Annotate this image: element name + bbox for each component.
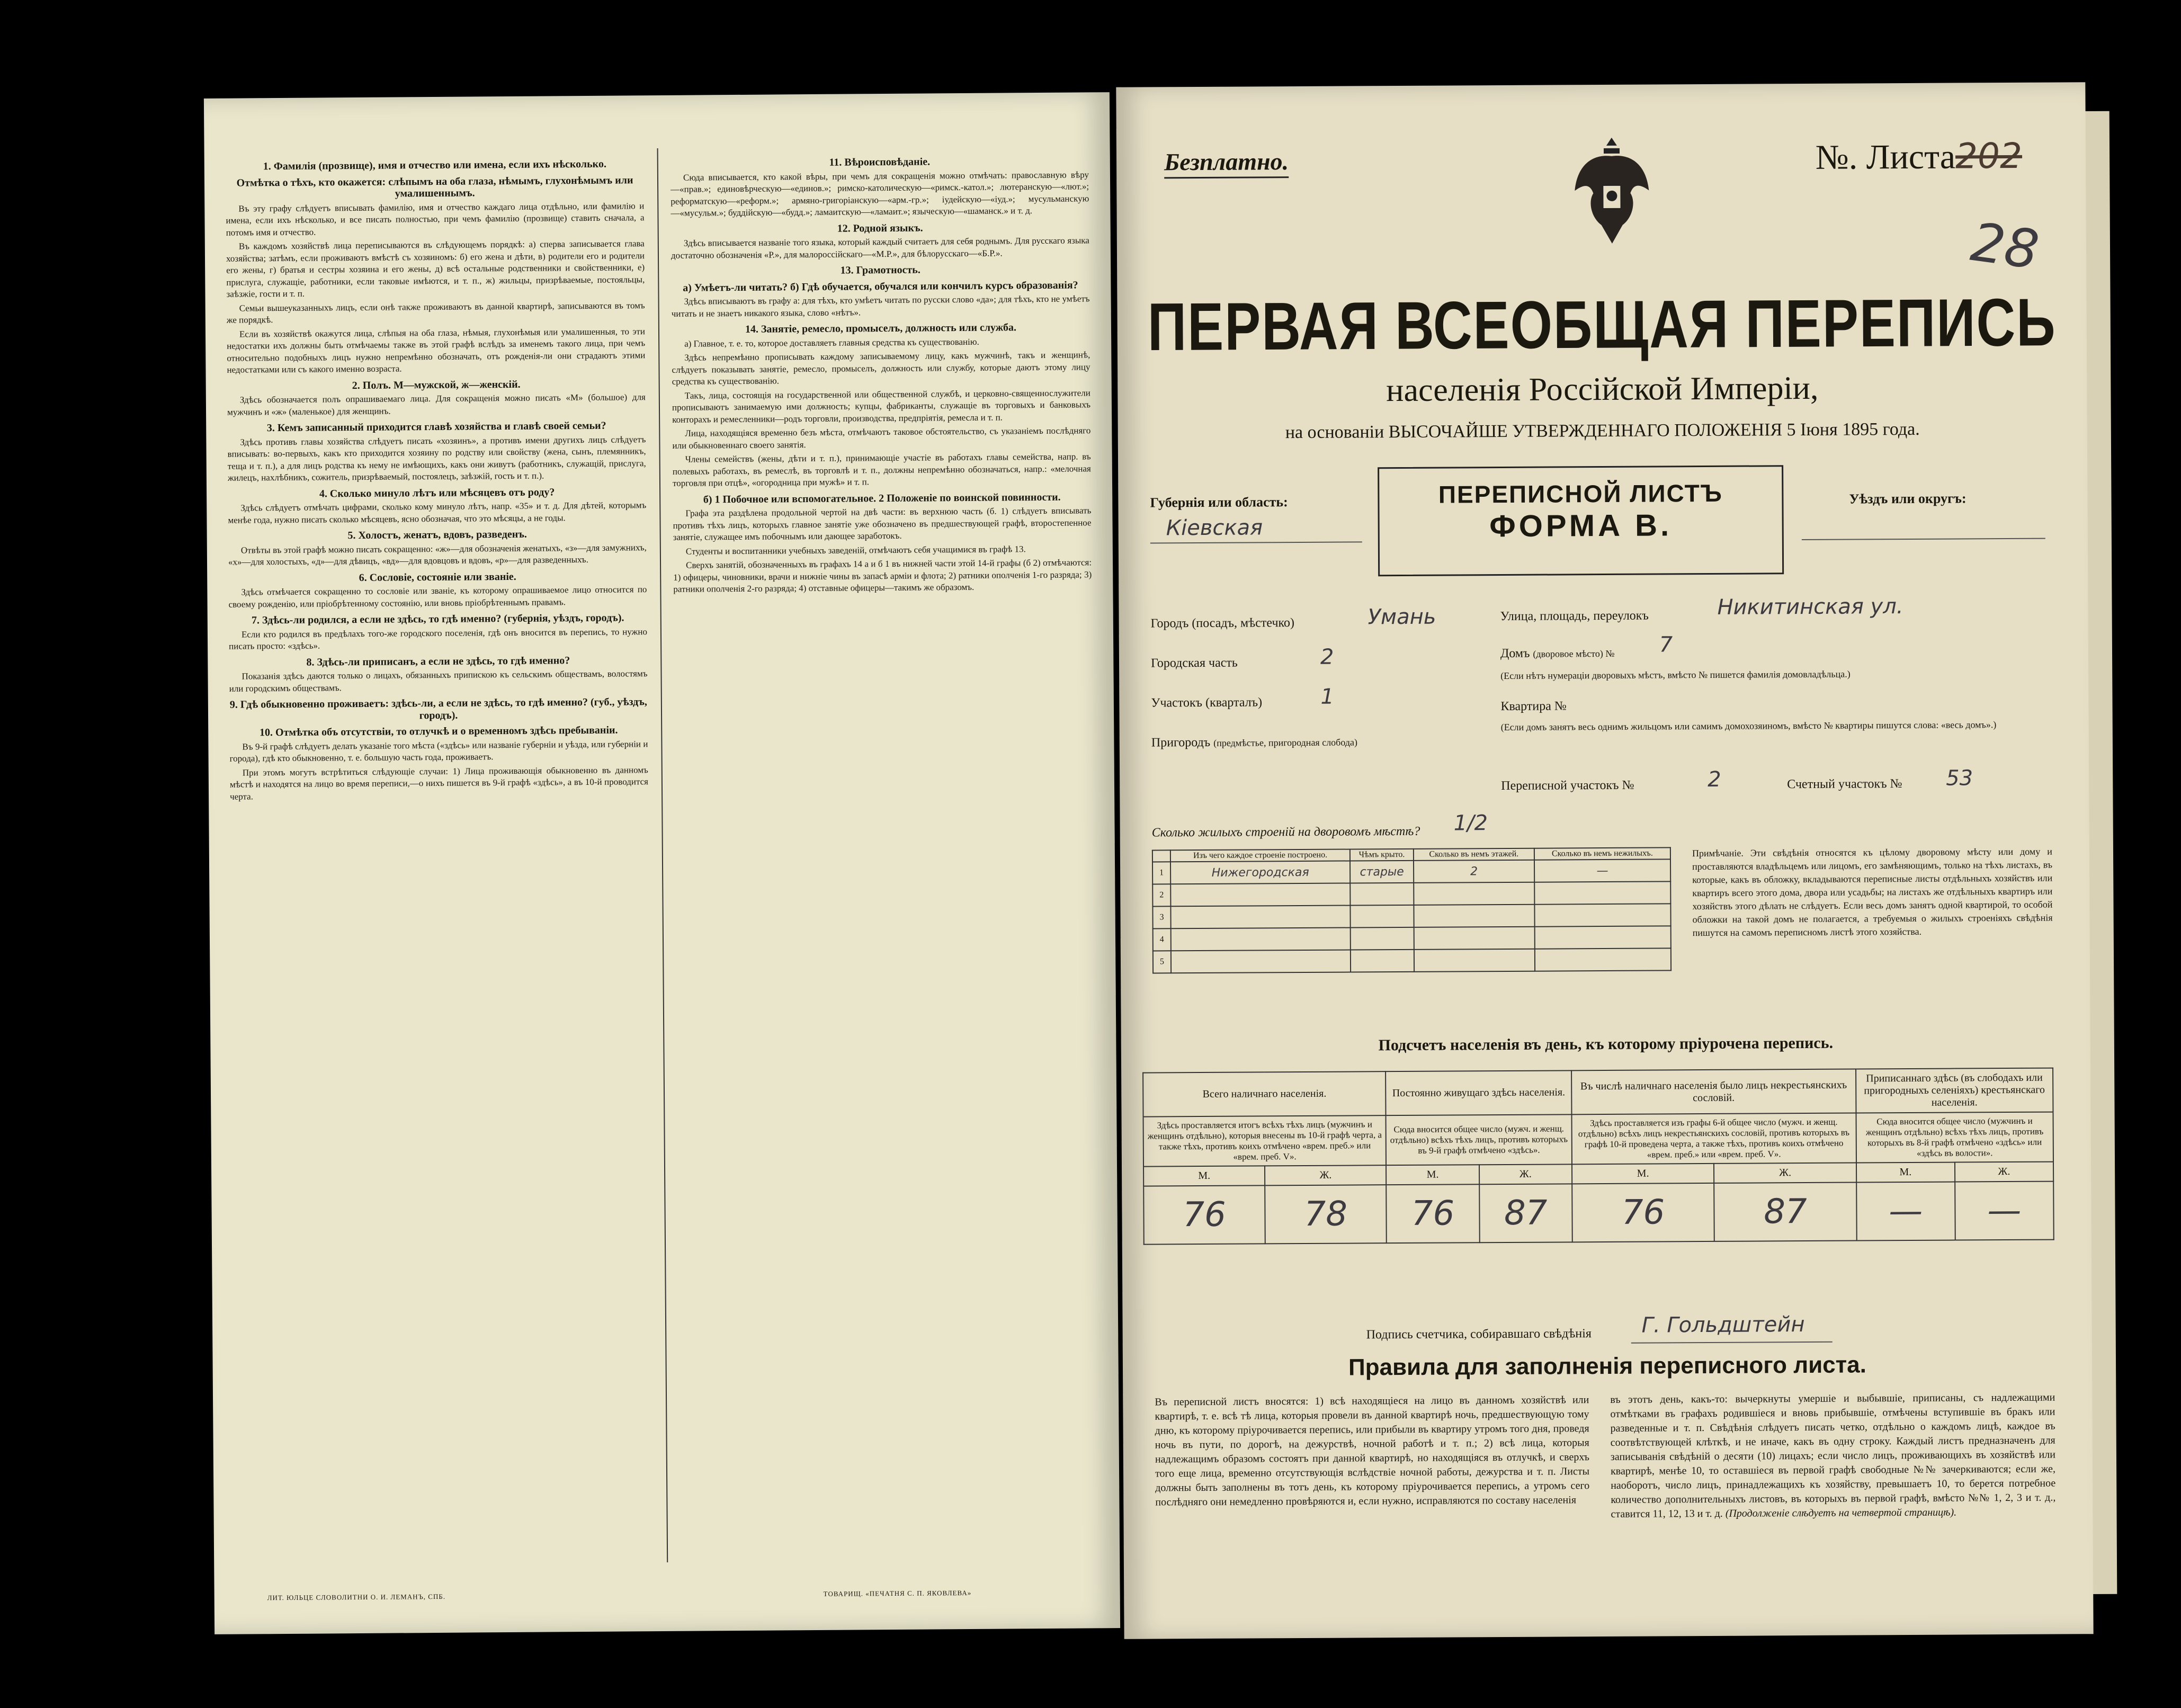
buildings-cell-nonres: — [1534, 859, 1670, 882]
census-title: ПЕРВАЯ ВСЕОБЩАЯ ПЕРЕПИСЬ [1147, 284, 2057, 365]
buildings-cell-roof [1351, 927, 1414, 950]
instructions-page [204, 92, 1120, 1634]
province-label: Губернія или область: [1150, 494, 1288, 511]
sheet-number [1816, 136, 2023, 178]
instruction-paragraph: Если кто родился въ предѣлахъ того-же городского поселенія, гдѣ онъ вносится въ перепись, то нужно писать просто: «здѣсь». [229, 626, 648, 651]
instruction-paragraph: Здѣсь слѣдуетъ отмѣчать цифрами, сколько кому минуло лѣтъ, напр. «35» и т. д. Для дѣтей, которымъ менѣе года, нужно писать сколько мѣсяцевъ, ясно обозначая, что это мѣсяцы, а не годы. [228, 500, 647, 525]
buildings-cell-n: 1 [1152, 862, 1170, 884]
remark-note: Примѣчаніе. Эти свѣдѣнія относятся къ цѣлому дворовому мѣсту или дому и проставляются владѣльцемъ или лицомъ, его замѣняющимъ, только на тѣхъ листахъ, въ которые, какъ въ обложку, вкладываются переписные листы отдѣльныхъ хозяйствъ или квартиръ всего этого дома, двора или усадьбы; на листахъ же отдѣльныхъ квартиръ или хозяйствъ этого дѣлать не слѣдуетъ. Если весь домъ занятъ одной квартирой, то особой обложки на такой домъ не полагается, а требуемыя о жилыхъ строеніяхъ свѣдѣнія пишутся на самомъ переписномъ листѣ этого хозяйства. [1692, 846, 2053, 938]
street-label: Улица, площадь, переулокъ [1500, 609, 1649, 624]
suburb-label-text: Пригородъ [1151, 735, 1211, 750]
sex-female-label: Ж. [1714, 1163, 1856, 1183]
count-header-present: Всего наличнаго населенія. [1143, 1071, 1386, 1116]
buildings-cell-n: 2 [1152, 884, 1170, 906]
instruction-heading: 13. Грамотность. [840, 264, 920, 276]
rules-text-left: Въ переписной листъ вносятся: 1) всѣ находящіеся на лицо въ данномъ хозяйствѣ или квартирѣ, т. е. всѣ тѣ лица, которыя провели въ данной квартирѣ ночь, предшествующую тому дню, къ которому пріурочивается перепись, или прибыли въ квартиру утромъ того дня, проведя ночь въ пути, по дорогѣ, на дежурствѣ, ночной работѣ и т. п.; 2) всѣ лица, которыя надлежащимъ образомъ состоятъ при данной квартирѣ, но находящіяся въ отлучкѣ, и сверхъ того еще лица, временно отсутствующія вслѣдствіе ночной работы, дежурства и т. п. Листы должны быть заполнены въ тотъ день, къ которому пріурочивается перепись, а утромъ сего послѣдняго они немедленно провѣряются и, если нужно, исправляются по составу населенія [1155, 1394, 1590, 1508]
buildings-header-roof: Чѣмъ крыто. [1350, 849, 1414, 861]
instruction-paragraph: Здѣсь противъ главы хозяйства слѣдуетъ писать «хозяинъ», а противъ имени другихъ лицъ слѣдуетъ вписывать: во-первыхъ, какъ кто приходится хозяину по родству или свойству (жена, сынъ, племянникъ, теща и т. п.), а для лицъ родства къ нему не имѣющихъ, какъ они живутъ (работникъ, служащій, прислуга, жилецъ, нахлѣбникъ, сожитель, призрѣваемый, постоялецъ, заѣзжій, гость и т. п.). [227, 434, 646, 483]
printer-imprint-left: ЛИТ. ЮЛЬЦЕ СЛОВОЛИТНИ О. И. ЛЕМАНЪ, СПБ. [267, 1592, 446, 1602]
form-title-box [1378, 465, 1784, 576]
instruction-heading: 11. Вѣроисповѣданіе. [829, 156, 931, 168]
province-line [1150, 541, 1362, 543]
instruction-paragraph: Здѣсь вписывается названіе того языка, который каждый считаетъ для себя роднымъ. Для русскаго языка достаточно обозначенія «Р.», для малороссійскаго—«М.Р.», для бѣлорусскаго—«Б.Р.». [671, 235, 1089, 261]
instruction-paragraph: Сверхъ занятій, обозначенныхъ въ графахъ 14 а и б 1 въ нижней части этой 14-й графы (б 2) отмѣчаются: 1) офицеры, чиновники, врачи и нижніе чины въ запасѣ арміи и флота; 2) ратники ополченія 1-го разряда; 3) ратники ополченія 2-го разряда; 4) отставные офицеры—такимъ же образомъ. [673, 557, 1092, 594]
buildings-cell-material: Нижегородская [1170, 861, 1350, 884]
buildings-cell-nonres [1535, 948, 1671, 971]
city-part-label: Городская часть [1150, 656, 1238, 670]
buildings-header-nonres: Сколько въ немъ нежилыхъ. [1534, 847, 1670, 860]
count-value: 76 [1387, 1184, 1480, 1243]
count-value: — [1856, 1182, 1955, 1241]
sex-male-label: М. [1856, 1162, 1955, 1183]
sex-male-label: М. [1143, 1166, 1265, 1186]
precinct-label: Участокъ (кварталъ) [1151, 695, 1263, 710]
handwritten-corner-number: 28 [1967, 211, 2043, 282]
census-precinct-label: Переписной участокъ № [1501, 778, 1634, 793]
sex-male-label: М. [1572, 1164, 1714, 1184]
rules-title: Правила для заполненія переписного листа. [1348, 1352, 1867, 1381]
count-note-nonpeasant: Здѣсь проставляется изъ графы 6-й общее число (мужч. и женщ. отдѣльно) всѣхъ лицъ некрестьянскихъ сословій, противъ которыхъ въ графѣ 10-й проведена черта, а также тѣхъ, противъ коихъ отмѣчено «врем. преб.» или «врем. преб. V». [1571, 1113, 1856, 1165]
instruction-paragraph: Здѣсь непремѣнно прописывать каждому записываемому лицу, какъ мужчинѣ, такъ и женщинѣ, слѣдуетъ показывать занятіе, ремесло, промыселъ, должность или службу, которые даютъ этому лицу средства къ существованію. [672, 350, 1090, 387]
instruction-heading: 3. Кемъ записанный приходится главѣ хозяйства и главѣ своей семьи? [266, 419, 606, 434]
instruction-heading: 9. Гдѣ обыкновенно проживаетъ: здѣсь-ли, а если не здѣсь, то гдѣ именно? (губ., уѣздъ, городъ). [229, 696, 647, 721]
buildings-cell-nonres [1534, 881, 1670, 904]
buildings-value: 1/2 [1453, 811, 1488, 836]
house-label [1500, 646, 1615, 661]
district-label: Уѣздъ или округъ: [1849, 490, 1967, 507]
census-precinct-value: 2 [1708, 767, 1721, 792]
count-value: 76 [1572, 1183, 1714, 1242]
buildings-cell-material [1171, 928, 1351, 951]
count-value: 87 [1479, 1184, 1572, 1242]
instruction-paragraph: Если въ хозяйствѣ окажутся лица, слѣпыя на оба глаза, нѣмыя, глухонѣмыя или умалишенныя, то эти недостатки ихъ должны быть отмѣчаемы также въ этой графѣ вслѣдъ за именемъ такого лица, при чемъ относительно подобныхъ лицъ нужно непремѣнно обозначать, отъ рожденія-ли они страдаютъ этими недостатками или съ какого именно возраста. [227, 326, 646, 375]
apartment-label: Квартира № [1500, 699, 1567, 714]
count-note-present: Здѣсь проставляется итогъ всѣхъ тѣхъ лицъ (мужчинъ и женщинъ отдѣльно), которыя внесены въ 10-й графѣ черта, а также тѣхъ, противъ коихъ отмѣчено «врем. преб.» или «врем. преб. V». [1143, 1115, 1387, 1166]
instruction-paragraph: При этомъ могутъ встрѣтиться слѣдующіе случаи: 1) Лица проживающія обыкновенно въ данномъ мѣстѣ и находятся на лицо во время переписи,—о нихъ пишется въ 9-й графѣ «здѣсь», а въ 10-й проводится черта. [229, 764, 648, 802]
instruction-paragraph: Въ каждомъ хозяйствѣ лица переписываются въ слѣдующемъ порядкѣ: а) сперва записывается глава хозяйства; затѣмъ, если проживаютъ вмѣстѣ съ хозяиномъ: б) его жена и дѣти, в) родители его и родители его жены, г) братья и сестры хозяина и его жены, д) всѣ остальные родственники и свойственники, е) прислуга, служащіе, работники, если таковые имѣются, и т. п., ж) жильцы, призрѣваемые, постояльцы, заѣзжіе, гости и т. п. [226, 238, 645, 299]
count-value: 87 [1714, 1183, 1856, 1241]
buildings-header-material: Изъ чего каждое строеніе построено. [1170, 849, 1350, 862]
instruction-paragraph: Такъ, лица, состоящія на государственной или общественной службѣ, и церковно-священнослужители прописываютъ занимаемую ими должность; купцы, фабриканты, служащіе въ торговыхъ и банковыхъ конторахъ и ремесленники—родъ торговли, производства, предпріятія, ремесла и т. п. [672, 387, 1091, 425]
count-value: 78 [1265, 1185, 1387, 1244]
instruction-paragraph: Студенты и воспитанники учебныхъ заведеній, отмѣчаютъ себя учащимися въ графѣ 13. [685, 543, 1026, 557]
population-count-table [1142, 1068, 2054, 1245]
instruction-heading: 4. Сколько минуло лѣтъ или мѣсяцевъ отъ роду? [319, 486, 555, 500]
count-section-title: Подсчетъ населенія въ день, къ которому пріурочена перепись. [1378, 1034, 1834, 1054]
printer-imprint-right: ТОВАРИЩ. «ПЕЧАТНЯ С. П. ЯКОВЛЕВА» [823, 1588, 972, 1598]
buildings-cell-n: 3 [1152, 906, 1170, 928]
count-header-peasant: Приписаннаго здѣсь (въ слободахъ или пригородныхъ селеніяхъ) крестьянскаго населенія. [1856, 1068, 2053, 1113]
count-note-permanent: Сюда вносится общее число (мужч. и женщ. отдѣльно) всѣхъ тѣхъ лицъ, противъ которыхъ въ 9-й графѣ отмѣчено «здѣсь». [1386, 1114, 1572, 1165]
buildings-cell-roof [1351, 905, 1414, 928]
table-row [1152, 881, 1670, 906]
sheet-number-label: №. Листа [1815, 137, 1956, 177]
buildings-cell-material [1171, 950, 1351, 973]
buildings-cell-floors [1414, 949, 1535, 972]
signature-label: Подпись счетчика, собиравшаго свѣдѣнія [1366, 1327, 1592, 1342]
signature-line [1631, 1342, 1833, 1344]
buildings-cell-material [1170, 883, 1350, 907]
buildings-cell-floors [1414, 882, 1534, 905]
instruction-paragraph: Показанія здѣсь даются только о лицахъ, обязанныхъ припискою къ сельскимъ обществамъ, волостямъ или городскимъ обществамъ. [229, 668, 648, 694]
buildings-table [1152, 847, 1671, 973]
buildings-cell-nonres [1534, 904, 1670, 926]
instruction-heading: 6. Сословіе, состояніе или званіе. [359, 570, 516, 584]
legal-basis: на основаніи ВЫСОЧАЙШЕ УТВЕРЖДЕННАГО ПОЛОЖЕНІЯ 5 Іюня 1895 года. [1285, 419, 1920, 443]
form-subtitle: ФОРМА В. [1489, 508, 1673, 544]
instruction-paragraph: Въ 9-й графѣ слѣдуетъ делать указаніе того мѣста («здѣсь» или названіе губерніи и уѣзда, или губерніи и города), гдѣ кто обыкновенно, т. е. большую часть года, проживаетъ. [229, 738, 648, 764]
count-header-nonpeasant: Въ числѣ наличнаго населенія было лицъ некрестьянскихъ сословій. [1571, 1069, 1856, 1115]
buildings-cell-floors [1414, 905, 1534, 927]
buildings-cell-material [1170, 906, 1350, 929]
buildings-cell-nonres [1535, 926, 1671, 949]
instruction-heading: б) 1 Побочное или вспомогательное. 2 Положеніе по воинской повинности. [703, 491, 1061, 505]
buildings-cell-roof [1350, 883, 1414, 906]
counter-precinct-value: 53 [1946, 766, 1973, 791]
table-row [1152, 859, 1670, 884]
instruction-paragraph: Отвѣты въ этой графѣ можно писать сокращенно: «ж»—для обозначенія женатыхъ, «з»—для замужнихъ, «х»—для холостыхъ, «д»—для дѣвицъ, «вд»—для вдовцовъ и вдовъ, «р»—для разведенныхъ. [228, 542, 647, 567]
house-hint: (Если нѣтъ нумераціи дворовыхъ мѣстъ, вмѣсто № пишется фамилія домовладѣльца.) [1500, 668, 1851, 682]
sex-female-label: Ж. [1265, 1165, 1386, 1185]
instructions-column-right [671, 150, 1092, 597]
buildings-cell-floors [1414, 927, 1535, 950]
count-header-permanent: Постоянно живущаго здѣсь населенія. [1386, 1070, 1571, 1115]
instruction-paragraph: а) Главное, т. е. то, которое доставляетъ главныя средства къ существованію. [684, 336, 979, 349]
suburb-note: (предмѣстье, пригородная слобода) [1213, 737, 1357, 748]
census-form-page [1116, 82, 2093, 1639]
city-label: Городъ (посадъ, мѣстечко) [1150, 616, 1294, 631]
city-value: Умань [1367, 604, 1436, 630]
house-note: (дворовое мѣсто) № [1533, 648, 1615, 659]
imperial-eagle-emblem [1572, 132, 1652, 255]
counter-precinct-label: Счетный участокъ № [1787, 777, 1902, 792]
instruction-heading: 1. Фамилія (прозвище), имя и отчество или имена, если ихъ нѣсколько. [263, 158, 606, 173]
house-label-text: Домъ [1500, 646, 1530, 661]
instruction-heading: 7. Здѣсь-ли родился, а если не здѣсь, то гдѣ именно? (губернія, уѣздъ, городъ). [251, 612, 624, 627]
province-value: Кіевская [1166, 515, 1263, 541]
instruction-heading: 10. Отмѣтка объ отсутствіи, то отлучкѣ и о временномъ здѣсь пребываніи. [259, 724, 618, 739]
precinct-value: 1 [1320, 684, 1334, 709]
buildings-cell-n: 5 [1153, 951, 1171, 973]
sex-male-label: М. [1386, 1165, 1479, 1185]
instruction-heading: Отмѣтка о тѣхъ, кто окажется: слѣпымъ на оба глаза, нѣмымъ, глухонѣмымъ или умалишеннымъ. [236, 174, 633, 200]
buildings-cell-floors: 2 [1414, 860, 1534, 883]
instruction-heading: 2. Полъ. М—мужской, ж—женскій. [352, 378, 521, 391]
instruction-paragraph: Въ эту графу слѣдуетъ вписывать фамилію, имя и отчество каждаго лица отдѣльно, или фамилію и имена, если ихъ нѣсколько, и все писать полностью, при чемъ фамилію (прозвище) ставить сначала, а потомъ имя и отчество. [226, 200, 645, 238]
sex-female-label: Ж. [1479, 1164, 1572, 1184]
instruction-heading: а) Умѣетъ-ли читать? б) Гдѣ обучается, обучался или кончилъ курсъ образованія? [683, 279, 1078, 294]
instructions-column-left [226, 154, 649, 804]
rules-text-right [1610, 1391, 2055, 1522]
instruction-paragraph: Здѣсь отмѣчается сокращенно то сословіе или званіе, къ которому опрашиваемое лицо относится по своему рожденію, или пріобрѣтенному состоянію, или вновь пріобрѣтеннымъ правамъ. [228, 584, 647, 610]
instruction-paragraph: Графа эта раздѣлена продольной чертой на двѣ части: въ верхнюю часть (б. 1) слѣдуетъ вписывать противъ тѣхъ лицъ, которыхъ главное занятіе уже обозначено въ предшествующей графѣ, второстепенное занятіе, служащее имъ побочнымъ или дающее заработокъ. [673, 505, 1092, 542]
table-row [1152, 904, 1670, 928]
sheet-number-value: 202 [1955, 135, 2023, 177]
district-line [1802, 538, 2045, 540]
rules-continue-note: (Продолженіе слѣдуетъ на четвертой страницѣ). [1725, 1506, 1957, 1519]
count-value: 76 [1143, 1185, 1265, 1244]
instruction-paragraph: Члены семействъ (жены, дѣти и т. п.), принимающіе участіе въ работахъ главы семейства, напр. въ полевыхъ работахъ, въ ремеслѣ, въ торговлѣ и т. п., должны непремѣнно обозначаться, напр.: «мелочная торговля при отцѣ», «огородница при мужѣ» и т. п. [672, 451, 1091, 488]
buildings-header-floors: Сколько въ немъ этажей. [1414, 848, 1534, 861]
free-label: Безплатно. [1164, 147, 1289, 178]
instruction-paragraph: Семьи вышеуказанныхъ лицъ, если онѣ также проживаютъ въ данной квартирѣ, записываются въ томъ же порядкѣ. [226, 300, 645, 325]
table-row [1153, 948, 1671, 973]
form-title: ПЕРЕПИСНОЙ ЛИСТЪ [1438, 479, 1723, 508]
street-value: Никитинская ул. [1717, 594, 1903, 620]
buildings-cell-roof: старые [1350, 861, 1414, 883]
instruction-paragraph: Здѣсь вписываютъ въ графу а: для тѣхъ, кто умѣетъ читать по русски слово «да»; для тѣхъ, кто не умѣетъ читать и не знаетъ никакого языка, слово «нѣтъ». [671, 293, 1090, 319]
instruction-heading: 14. Занятіе, ремесло, промыселъ, должность или служба. [745, 321, 1017, 335]
city-part-value: 2 [1320, 645, 1334, 669]
buildings-cell-n: 4 [1153, 928, 1171, 951]
census-subtitle: населенія Россійской Имперіи, [1386, 370, 1819, 409]
instruction-paragraph: Здѣсь обозначается полъ опрашиваемаго лица. Для сокращенія можно писать «М» (большое) для мужчинъ и «ж» (маленькое) для женщинъ. [227, 392, 646, 417]
apartment-hint: (Если домъ занятъ весь однимъ жильцомъ или самимъ домохозяиномъ, вмѣсто № квартиры пишутся слова: «весь домъ».) [1500, 719, 1997, 733]
count-note-peasant: Сюда вносится общее число (мужчинъ и женщинъ отдѣльно) всѣхъ тѣхъ лицъ, противъ которыхъ въ 8-й графѣ отмѣчено «здѣсь» или «здѣсь въ волости». [1856, 1112, 2053, 1163]
instruction-heading: 5. Холостъ, женатъ, вдовъ, разведенъ. [347, 528, 527, 542]
column-divider [657, 148, 668, 1562]
instruction-paragraph: Сюда вписывается, кто какой вѣры, при чемъ для сокращенія можно отмѣчать: православную вѣру—«прав.»; единовѣрческую—«единов.»; римско-католическую—«римск.-катол.»; лютеранскую—«лют.»; реформатскую—«реформ.»; армяно-григоріанскую—«арм.-гр.»; іудейскую—«іуд.»; мусульманскую—«мусульм.»; буддійскую—«будд.»; ламаитскую—«ламаит.»; языческую—«шаманск.» и т. д. [671, 169, 1089, 218]
house-value: 7 [1659, 632, 1673, 657]
buildings-cell-roof [1351, 950, 1414, 972]
table-row [1153, 926, 1671, 951]
sex-female-label: Ж. [1955, 1162, 2053, 1182]
instruction-heading: 12. Родной языкъ. [837, 222, 923, 235]
instruction-heading: 8. Здѣсь-ли приписанъ, а если не здѣсь, то гдѣ именно? [306, 654, 570, 668]
buildings-question: Сколько жилыхъ строеній на дворовомъ мѣстѣ? [1151, 824, 1420, 840]
rules-text-right-body: въ этотъ день, какъ-то: вычеркнуты умершіе и выбывшіе, приписаны, съ надлежащими отмѣтками въ графахъ родившіеся и вновь прибывшіе, отмѣчены вступившіе въ бракъ или разведенные и т. п. Свѣдѣнія слѣдуетъ писать четко, отдѣльно о каждомъ лицѣ, каждое въ соотвѣтствующей клѣткѣ, и не иначе, какъ въ одну строку. Каждый листъ предназначенъ для записыванія свѣдѣній о десяти (10) лицахъ; если число лицъ, проживающихъ въ хозяйствѣ или квартирѣ, менѣе 10, то оставшіеся въ первой графѣ свободные №№ зачеркиваются; если же, наоборотъ, число лицъ, принадлежащихъ къ хозяйству, превышаетъ 10, то берется потребное количество дополнительныхъ листовъ, въ которыхъ въ первой графѣ, вмѣсто №№ 1, 2, 3 и т. д., ставится 11, 12, 13 и т. д. [1610, 1391, 2056, 1520]
suburb-label [1151, 735, 1357, 750]
count-value: — [1955, 1182, 2054, 1240]
signature-value: Г. Гольдштейн [1641, 1312, 1805, 1338]
instruction-paragraph: Лица, находящіяся временно безъ мѣста, отмѣчаютъ таковое обстоятельство, съ указаніемъ послѣдняго или обыкновеннаго своего занятія. [672, 425, 1091, 451]
